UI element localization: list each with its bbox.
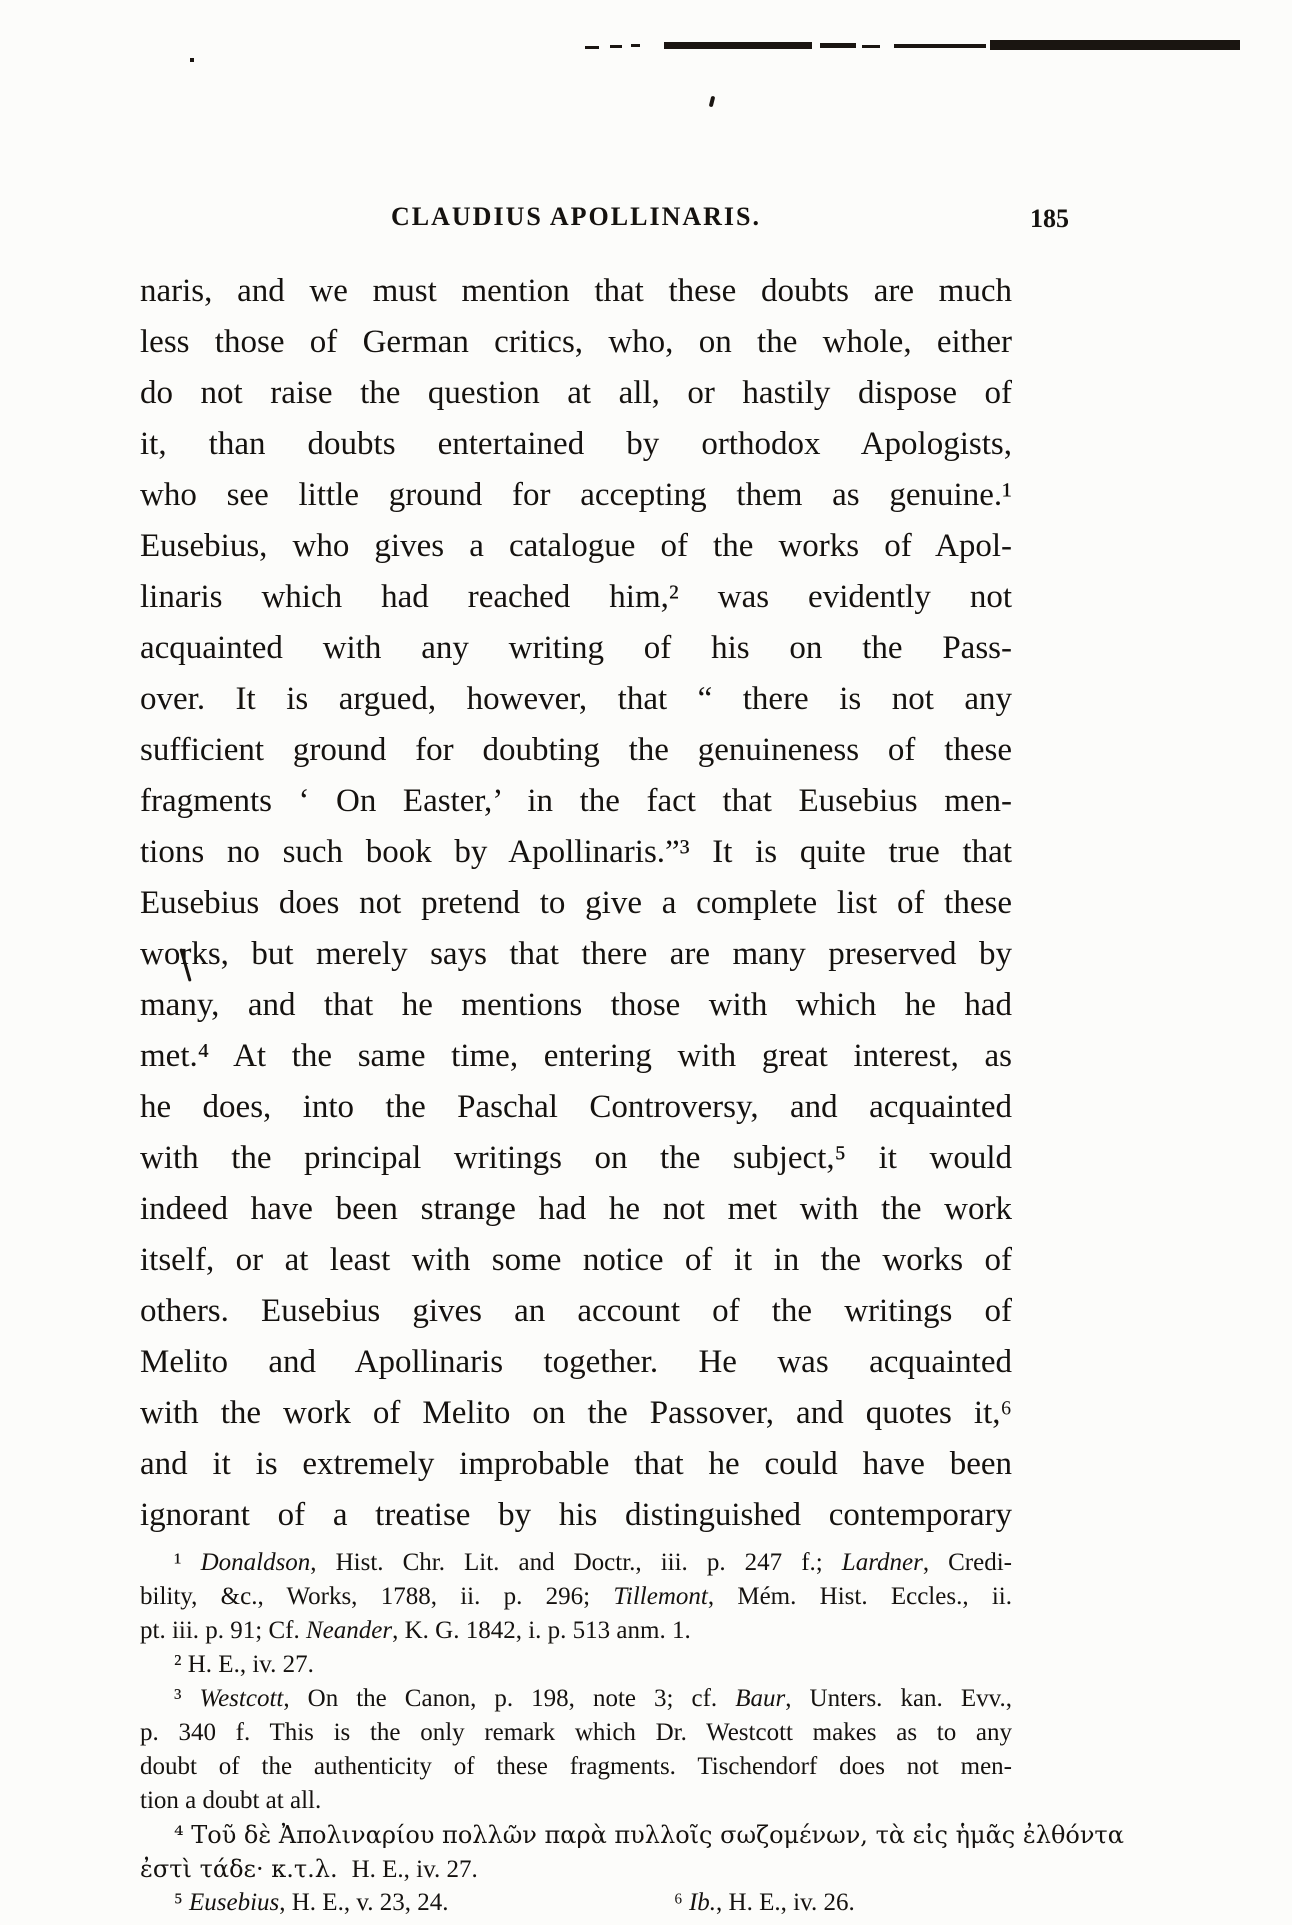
footnote-marker: ⁶ — [674, 1889, 689, 1916]
footnote-text: pt. iii. p. 91; Cf. — [140, 1617, 306, 1644]
scan-line-segment — [610, 45, 622, 48]
body-line: itself, or at least with some notice of it in the works of — [140, 1242, 1012, 1278]
footnote-text: , Unters. kan. Evv., — [785, 1685, 1012, 1712]
body-line: do not raise the question at all, or hastily dispose of — [140, 375, 1012, 411]
body-line: met.⁴ At the same time, entering with great interest, as — [140, 1038, 1012, 1074]
scan-line-segment — [585, 46, 599, 49]
footnote-line — [140, 1784, 1012, 1818]
body-line: over. It is argued, however, that “ there is not any — [140, 681, 1012, 717]
footnote-text: tion a doubt at all. — [140, 1787, 322, 1814]
footnote-text: , K. G. 1842, i. p. 513 anm. 1. — [392, 1617, 691, 1644]
body-line: and it is extremely improbable that he could have been — [140, 1446, 1012, 1482]
body-line: sufficient ground for doubting the genuineness of these — [140, 732, 1012, 768]
body-line: with the principal writings on the subject,⁵ it would — [140, 1140, 1012, 1176]
footnote-text: , H. E., v. 23, 24. — [279, 1889, 449, 1916]
scan-comma-mark — [709, 96, 716, 108]
scan-line-segment — [990, 40, 1240, 50]
footnote-line — [140, 1682, 1012, 1716]
body-text — [140, 266, 1012, 1541]
footnote-text: p. 340 f. This is the only remark which Dr. Westcott makes as to any — [140, 1719, 1012, 1746]
scan-speck — [190, 58, 194, 62]
footnote-line-greek — [140, 1852, 1012, 1886]
footnote-line — [140, 1716, 1012, 1750]
body-line: naris, and we must mention that these doubts are much — [140, 273, 1012, 309]
footnote-author: Lardner — [841, 1549, 923, 1576]
footnote-entry — [640, 1886, 855, 1920]
footnote-greek-text: ἐστὶ τάδε· κ.τ.λ. — [140, 1855, 338, 1883]
scan-line-segment — [894, 44, 986, 48]
running-header-title: CLAUDIUS APOLLINARIS. — [391, 202, 761, 231]
body-line: indeed have been strange had he not met with the work — [140, 1191, 1012, 1227]
footnote-text: H. E., iv. 27. — [351, 1856, 478, 1883]
body-line: ignorant of a treatise by his distinguished contemporary — [140, 1497, 1012, 1533]
body-line: Melito and Apollinaris together. He was acquainted — [140, 1344, 1012, 1380]
footnote-line — [140, 1614, 1012, 1648]
footnote-marker: ³ — [174, 1685, 200, 1712]
footnote-line — [140, 1886, 1012, 1920]
scan-line-segment — [820, 43, 856, 48]
footnote-text: , Mém. Hist. Eccles., ii. — [707, 1583, 1012, 1610]
footnote-line — [140, 1750, 1012, 1784]
footnote-author: Westcott — [199, 1685, 284, 1712]
page-number: 185 — [1030, 204, 1069, 233]
footnote-author: Ib. — [688, 1889, 717, 1916]
body-line: it, than doubts entertained by orthodox Apologists, — [140, 426, 1012, 462]
footnote-author: Baur — [735, 1685, 786, 1712]
body-line: Eusebius does not pretend to give a complete list of these — [140, 885, 1012, 921]
footnote-text: , H. E., iv. 26. — [716, 1889, 855, 1916]
body-line: tions no such book by Apollinaris.”³ It is quite true that — [140, 834, 1012, 870]
footnote-text: , Hist. Chr. Lit. and Doctr., iii. p. 247 f.; — [310, 1549, 842, 1576]
footnote-author: Donaldson — [200, 1549, 311, 1576]
body-line: linaris which had reached him,² was evidently not — [140, 579, 1012, 615]
body-line: Eusebius, who gives a catalogue of the works of Apol- — [140, 528, 1012, 564]
scan-line-segment — [664, 42, 812, 49]
body-line: acquainted with any writing of his on the Pass- — [140, 630, 1012, 666]
scan-line-segment — [631, 44, 640, 47]
scan-line-segment — [862, 45, 880, 48]
footnote-text: , Credi- — [922, 1549, 1012, 1576]
footnotes-block — [140, 1546, 1124, 1920]
footnote-text: , On the Canon, p. 198, note 3; cf. — [283, 1685, 736, 1712]
footnote-line — [140, 1580, 1012, 1614]
body-line: who see little ground for accepting them as genuine.¹ — [140, 477, 1012, 513]
footnote-author: Neander — [305, 1617, 393, 1644]
footnote-line — [140, 1648, 1012, 1682]
footnote-marker: ¹ — [174, 1549, 201, 1576]
footnote-line-greek — [140, 1818, 1124, 1852]
footnote-text: bility, &c., Works, 1788, ii. p. 296; — [140, 1583, 614, 1610]
footnote-greek-text: ⁴ Τοῦ δὲ Ἀπολιναρίου πολλῶν παρὰ πυλλοῖς σωζομένων, τὰ εἰς ἡμᾶς ἐλθόντα — [174, 1821, 1124, 1849]
footnote-marker: ⁵ — [174, 1889, 189, 1916]
footnote-author: Tillemont — [613, 1583, 708, 1610]
footnote-text: doubt of the authenticity of these fragments. Tischendorf does not men- — [140, 1753, 1012, 1780]
body-line: with the work of Melito on the Passover, and quotes it,⁶ — [140, 1395, 1012, 1431]
body-line: many, and that he mentions those with which he had — [140, 987, 1012, 1023]
body-line: fragments ‘ On Easter,’ in the fact that Eusebius men- — [140, 783, 1012, 819]
footnote-text: ² H. E., iv. 27. — [174, 1651, 314, 1678]
body-line: he does, into the Paschal Controversy, and acquainted — [140, 1089, 1012, 1125]
body-line: works, but merely says that there are many preserved by — [140, 936, 1012, 972]
body-line: others. Eusebius gives an account of the writings of — [140, 1293, 1012, 1329]
body-line: less those of German critics, who, on the whole, either — [140, 324, 1012, 360]
footnote-author: Eusebius — [188, 1889, 280, 1916]
footnote-line — [140, 1546, 1012, 1580]
